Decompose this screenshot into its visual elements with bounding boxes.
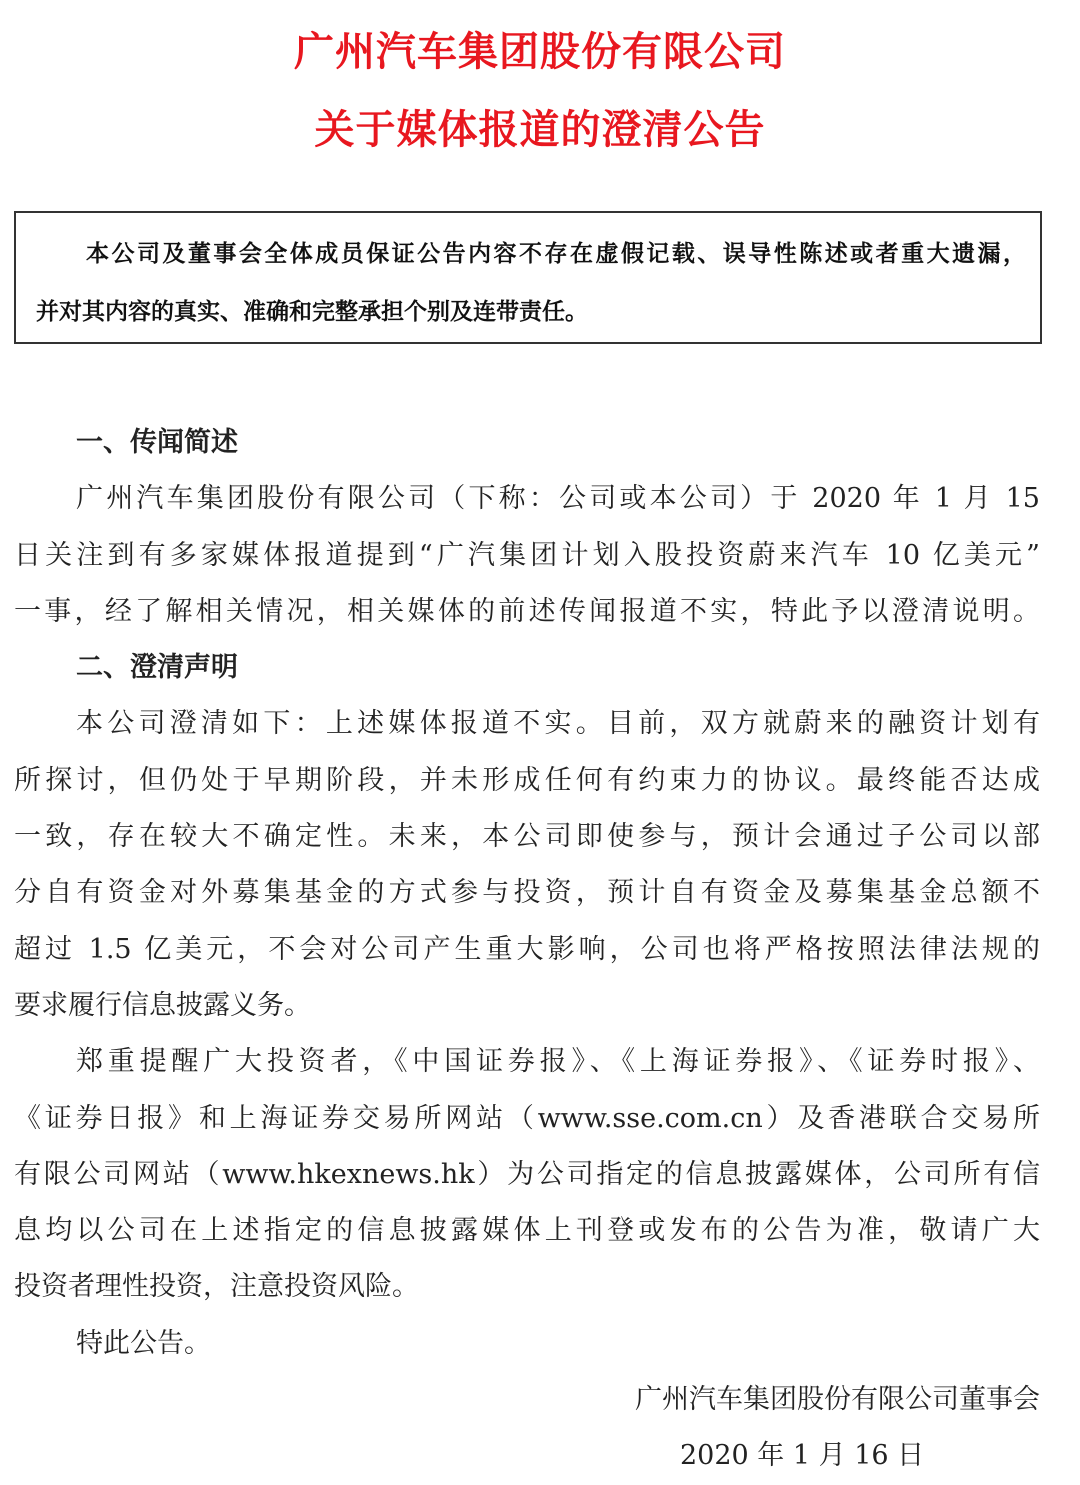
company-title: 广州汽车集团股份有限公司	[294, 29, 786, 75]
paragraph-line: 分自有资金对外募集基金的方式参与投资，预计自有资金及募集基金总额不	[14, 877, 1040, 909]
paragraph-line: 广州汽车集团股份有限公司（下称：公司或本公司）于 2020 年 1 月 15	[76, 483, 1040, 515]
announcement-body	[14, 415, 1040, 1485]
paragraph-line: 所探讨，但仍处于早期阶段，并未形成任何有约束力的协议。最终能否达成	[14, 764, 1040, 796]
disclaimer-box	[14, 211, 1042, 344]
paragraph-line: 一致，存在较大不确定性。未来，本公司即使参与，预计会通过子公司以部	[14, 821, 1040, 853]
disclaimer-line: 本公司及董事会全体成员保证公告内容不存在虚假记载、误导性陈述或者重大遗漏，	[86, 241, 1026, 267]
paragraph-line: 一事，经了解相关情况，相关媒体的前述传闻报道不实，特此予以澄清说明。	[14, 595, 1040, 627]
paragraph-line: 投资者理性投资，注意投资风险。	[14, 1271, 419, 1303]
paragraph-line: 有限公司网站（www.hkexnews.hk）为公司指定的信息披露媒体，公司所有信	[14, 1158, 1040, 1190]
paragraph-line: 要求履行信息披露义务。	[14, 989, 311, 1021]
announcement-title: 关于媒体报道的澄清公告	[314, 107, 766, 153]
paragraph-line: 日关注到有多家媒体报道提到“广汽集团计划入股投资蔚来汽车 10 亿美元”	[14, 539, 1040, 571]
paragraph-line: 《证券日报》和上海证券交易所网站（www.sse.com.cn）及香港联合交易所	[14, 1102, 1040, 1134]
signature: 广州汽车集团股份有限公司董事会	[635, 1384, 1040, 1416]
paragraph-line: 超过 1.5 亿美元，不会对公司产生重大影响，公司也将严格按照法律法规的	[14, 933, 1040, 965]
paragraph-line: 息均以公司在上述指定的信息披露媒体上刊登或发布的公告为准，敬请广大	[14, 1215, 1040, 1247]
announcement-date: 2020 年 1 月 16 日	[680, 1440, 925, 1472]
section-heading-clarification: 二、澄清声明	[76, 652, 238, 684]
paragraph-line: 郑重提醒广大投资者，《中国证券报》、《上海证券报》、《证券时报》、	[76, 1046, 1040, 1078]
paragraph-line: 本公司澄清如下：上述媒体报道不实。目前，双方就蔚来的融资计划有	[76, 708, 1040, 740]
section-heading-rumor: 一、传闻简述	[76, 427, 238, 458]
disclaimer-line: 并对其内容的真实、准确和完整承担个别及连带责任。	[36, 299, 588, 325]
closing-text: 特此公告。	[76, 1327, 211, 1359]
